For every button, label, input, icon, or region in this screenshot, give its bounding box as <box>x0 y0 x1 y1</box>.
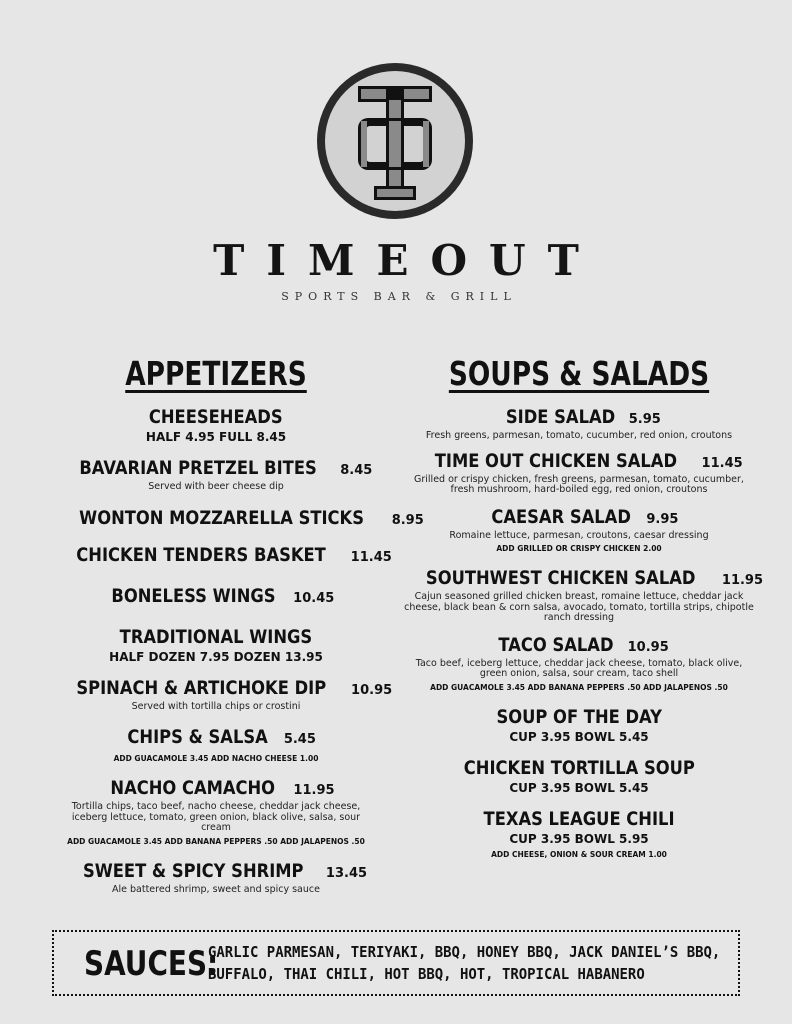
menu-item-price: 8.45 <box>335 463 373 478</box>
menu-item-heading <box>56 726 376 751</box>
menu-item-sizes: HALF DOZEN 7.95 DOZEN 13.95 <box>109 649 323 664</box>
timeout-logo-icon <box>314 60 476 222</box>
menu-item-description: Ale battered shrimp, sweet and spicy sauce <box>112 883 320 895</box>
menu-item-heading <box>56 457 376 482</box>
menu-item-price: 13.45 <box>321 865 368 881</box>
menu-item-name: NACHO CAMACHO <box>110 777 276 799</box>
menu-item-heading <box>404 706 754 729</box>
sauces-box <box>52 930 740 996</box>
menu-item-addon: ADD GUACAMOLE 3.45 ADD NACHO CHEESE 1.00 <box>113 754 319 763</box>
menu-item <box>56 676 393 713</box>
menu-item-name: CHIPS & SALSA <box>127 726 268 748</box>
menu-item-price: 10.95 <box>346 682 393 698</box>
menu-item-heading <box>56 406 376 429</box>
menu-item-heading <box>56 676 393 702</box>
menu-item <box>56 457 376 493</box>
menu-item-name: CAESAR SALAD <box>490 505 631 528</box>
sauces-label: SAUCES: <box>84 944 219 984</box>
menu-item-heading <box>404 567 764 592</box>
menu-item <box>56 777 376 848</box>
menu-item <box>56 506 424 532</box>
sauces-line-1: GARLIC PARMESAN, TERIYAKI, BBQ, HONEY BBQ, JACK DANIEL’S BBQ, <box>208 943 721 961</box>
menu-item-price: 10.45 <box>288 590 335 606</box>
menu-item-price: 11.45 <box>697 455 743 471</box>
sauces-line-2: BUFFALO, THAI CHILI, HOT BBQ, HOT, TROPICAL HABANERO <box>208 965 645 983</box>
menu-item-heading <box>56 860 376 885</box>
menu-item-name: SWEET & SPICY SHRIMP <box>82 859 304 882</box>
menu-item-name: SPINACH & ARTICHOKE DIP <box>76 676 327 699</box>
menu-item-description: Cajun seasoned grilled chicken breast, romaine lettuce, cheddar jack cheese, black bean & corn salsa, avocado, tomato, tortilla strips, chipotle ranch dressing <box>404 591 754 623</box>
menu-item-heading <box>56 543 392 569</box>
menu-item-sizes: CUP 3.95 BOWL 5.45 <box>509 780 649 795</box>
menu-item <box>56 585 376 610</box>
menu-item-name: WONTON MOZZARELLA STICKS <box>79 506 364 529</box>
section-title-soups-salads: SOUPS & SALADS <box>448 354 710 393</box>
menu-item <box>56 543 392 569</box>
menu-item <box>404 808 754 861</box>
menu-item-name: SOUTHWEST CHICKEN SALAD <box>425 567 696 589</box>
menu-item-heading <box>404 406 754 431</box>
menu-item-name: SIDE SALAD <box>506 406 616 428</box>
menu-item-price: 11.95 <box>717 573 764 588</box>
menu-item-name: CHICKEN TENDERS BASKET <box>76 543 326 566</box>
menu-item-description: Tortilla chips, taco beef, nacho cheese, cheddar jack cheese, iceberg lettuce, tomato, green onion, black olive, salsa, sour cream <box>71 801 361 833</box>
menu-item-heading <box>404 808 754 831</box>
menu-item <box>404 406 754 442</box>
menu-item-price: 11.45 <box>346 549 392 565</box>
menu-item-description: Grilled or crispy chicken, fresh greens, parmesan, tomato, cucumber, fresh mushroom, hard-boiled egg, red onion, croutons <box>414 473 744 495</box>
menu-item-price: 5.45 <box>279 732 316 747</box>
menu-item <box>56 406 376 445</box>
menu-item <box>404 567 764 624</box>
section-title-appetizers: APPETIZERS <box>125 354 307 393</box>
soups-salads-section <box>404 352 764 861</box>
brand-name: TIMEOUT <box>213 236 601 285</box>
menu-item-sizes: CUP 3.95 BOWL 5.45 <box>509 729 649 744</box>
menu-item-name: TACO SALAD <box>498 633 614 656</box>
menu-item-heading <box>404 506 754 531</box>
appetizers-section <box>56 352 424 895</box>
menu-item-heading <box>56 626 376 649</box>
menu-item-heading <box>404 757 754 780</box>
menu-item-price: 10.95 <box>623 639 669 655</box>
menu-item <box>56 726 376 765</box>
menu-item-addon: ADD CHEESE, ONION & SOUR CREAM 1.00 <box>491 849 667 859</box>
menu-item-heading <box>56 777 376 802</box>
menu-item <box>404 450 754 496</box>
menu-item <box>404 706 754 745</box>
appetizers-list <box>56 406 424 895</box>
menu-item-description: Served with tortilla chips or crostini <box>131 700 301 712</box>
brand-tagline: SPORTS BAR & GRILL <box>281 290 517 303</box>
menu-item-heading <box>56 585 376 610</box>
menu-item-name: CHICKEN TORTILLA SOUP <box>463 756 695 779</box>
menu-item-price: 11.95 <box>288 783 335 798</box>
menu-item-description: Served with beer cheese dip <box>148 481 284 492</box>
menu-item <box>404 506 754 556</box>
menu-item-price: 8.95 <box>387 512 424 528</box>
menu-item <box>56 626 376 665</box>
menu-item-heading <box>404 450 754 475</box>
menu-item-heading <box>404 634 754 659</box>
menu-item-heading <box>56 506 424 532</box>
menu-item-name: TRADITIONAL WINGS <box>119 625 313 648</box>
menu-item-description: Fresh greens, parmesan, tomato, cucumber, red onion, croutons <box>425 430 733 441</box>
soups-salads-list <box>404 406 764 861</box>
menu-item-addon: ADD GRILLED OR CRISPY CHICKEN 2.00 <box>496 544 662 553</box>
menu-item-addon: ADD GUACAMOLE 3.45 ADD BANANA PEPPERS .50 ADD JALAPENOS .50 <box>67 836 365 846</box>
sauces-list <box>208 941 728 985</box>
menu-item-name: CHEESEHEADS <box>149 406 283 428</box>
menu-item <box>56 860 376 896</box>
menu-item-name: TEXAS LEAGUE CHILI <box>483 807 675 830</box>
menu-item <box>404 757 754 796</box>
menu-item-price: 9.95 <box>641 511 679 527</box>
menu-item-price: 5.95 <box>624 412 661 427</box>
menu-item-name: BAVARIAN PRETZEL BITES <box>78 457 317 479</box>
menu-item-name: TIME OUT CHICKEN SALAD <box>435 449 678 472</box>
menu-item-description: Romaine lettuce, parmesan, croutons, caesar dressing <box>449 529 709 541</box>
menu-item-name: SOUP OF THE DAY <box>496 705 662 728</box>
menu-item-sizes: CUP 3.95 BOWL 5.95 <box>509 831 649 846</box>
menu-item-sizes: HALF 4.95 FULL 8.45 <box>145 430 287 444</box>
menu-item-name: BONELESS WINGS <box>111 584 276 607</box>
menu-item-description: Taco beef, iceberg lettuce, cheddar jack cheese, tomato, black olive, green onion, salsa, sour cream, taco shell <box>415 657 743 679</box>
menu-item-addon: ADD GUACAMOLE 3.45 ADD BANANA PEPPERS .50 ADD JALAPENOS .50 <box>430 682 728 692</box>
menu-item <box>404 634 754 694</box>
